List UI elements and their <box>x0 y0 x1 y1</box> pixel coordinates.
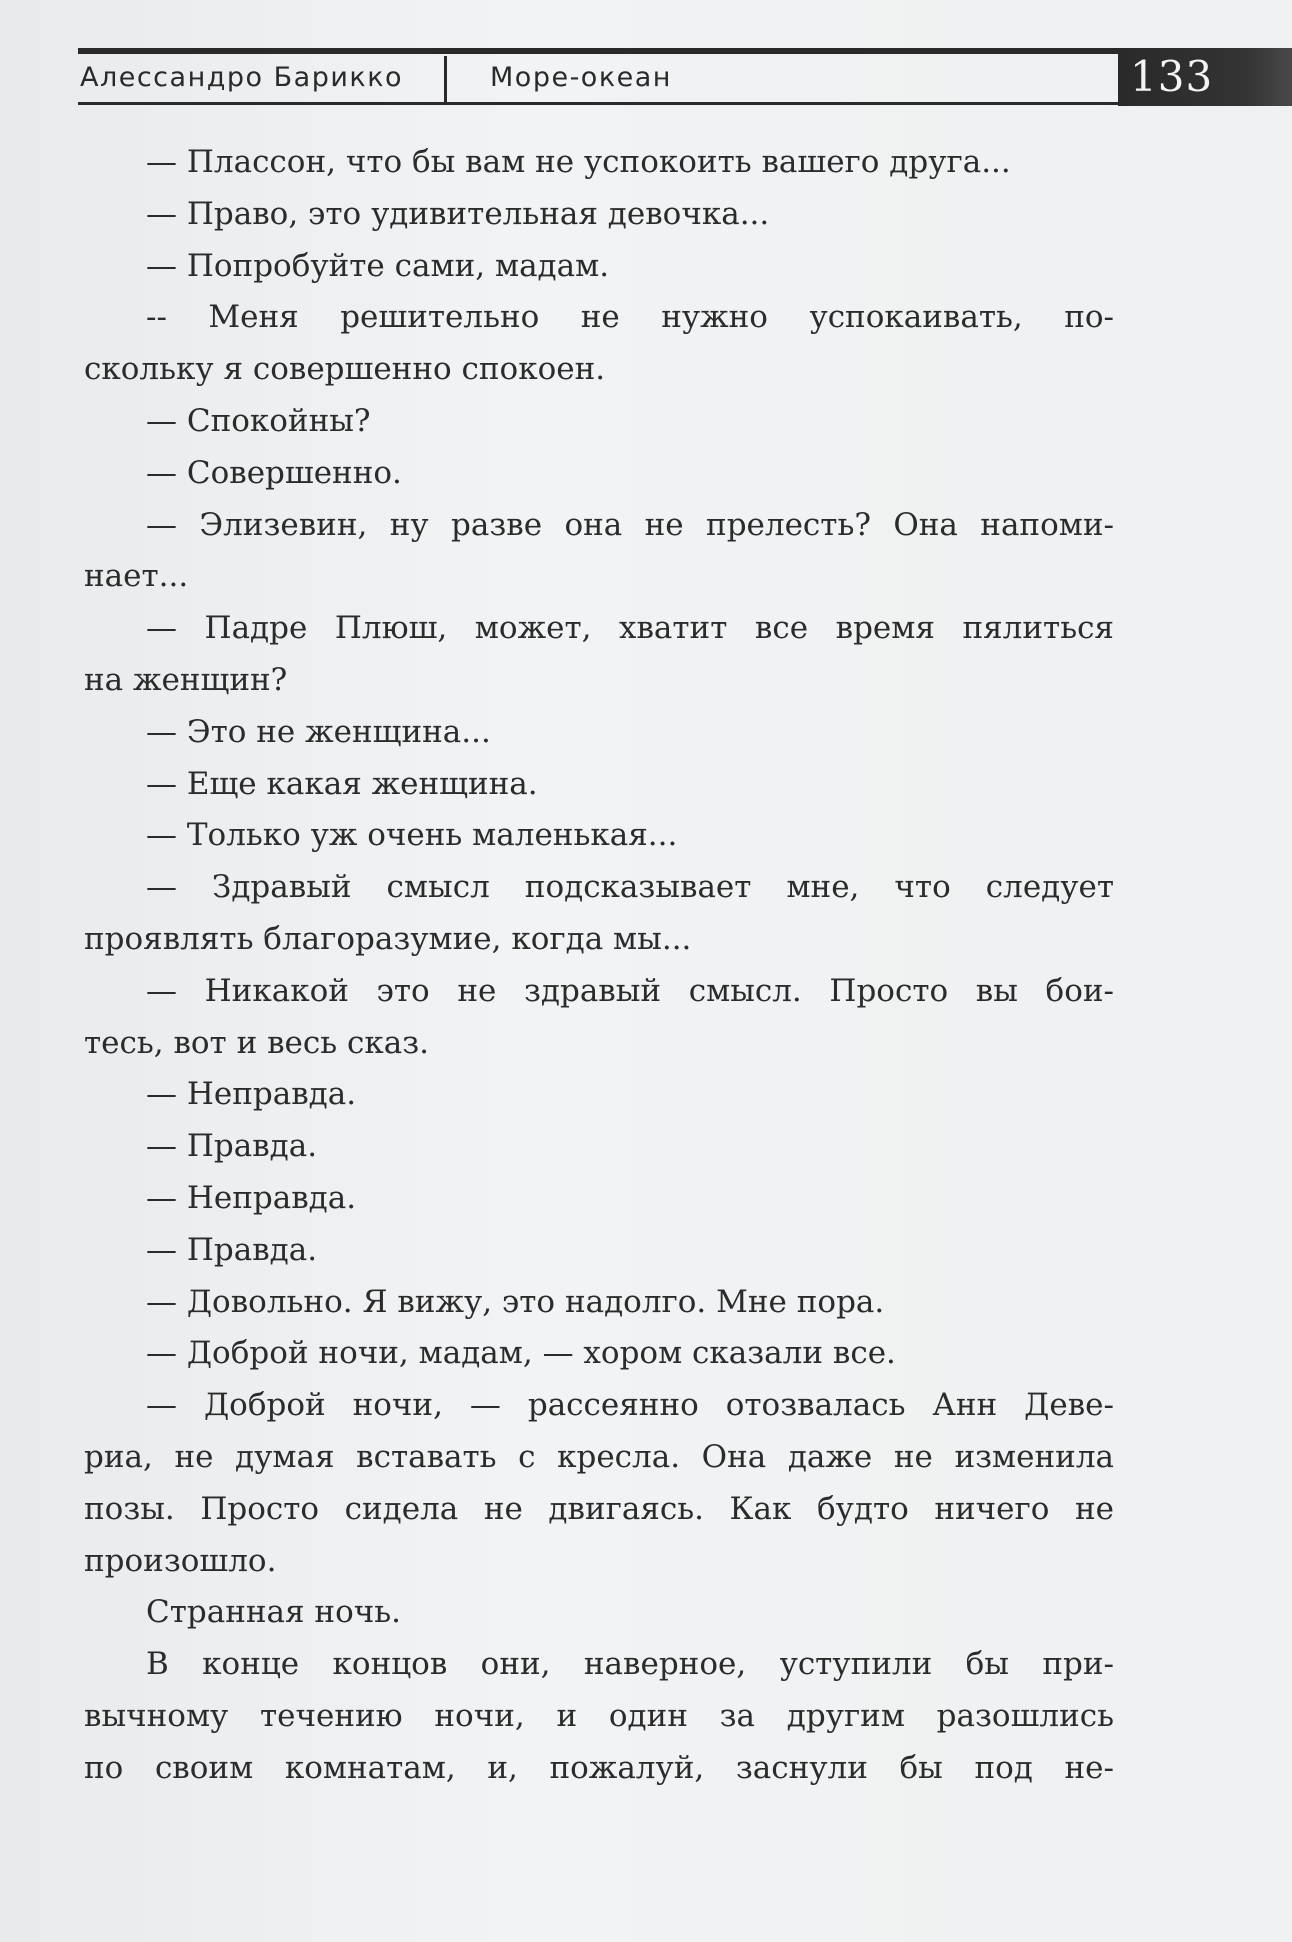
text-line: скольку я совершенно спокоен. <box>84 351 606 388</box>
text-line: — Элизевин, ну разве она не прелесть? Она напоми- <box>146 506 1114 543</box>
text-line: — Плассон, что бы вам не успокоить вашего друга... <box>146 144 1011 180</box>
header-author: Алессандро Барикко <box>80 62 404 93</box>
text-line: — Еще какая женщина. <box>146 765 538 802</box>
header-top-rule <box>78 48 1118 54</box>
text-line: нает... <box>84 558 189 595</box>
text-line: В конце концов они, наверное, уступили бы при- <box>146 1646 1114 1683</box>
text-line: на женщин? <box>84 662 288 698</box>
text-line: тесь, вот и весь сказ. <box>84 1024 429 1061</box>
text-line: — Право, это удивительная девочка... <box>146 195 770 232</box>
page-number-box <box>1118 48 1292 106</box>
text-line: — Правда. <box>146 1231 318 1268</box>
text-line: произошло. <box>84 1542 277 1579</box>
text-line: — Никакой это не здравый смысл. Просто вы бои- <box>146 972 1114 1009</box>
text-line: — Доброй ночи, мадам, — хором сказали все. <box>146 1335 896 1372</box>
text-line: — Неправда. <box>146 1180 357 1216</box>
text-line: — Спокойны? <box>146 403 371 439</box>
text-line: позы. Просто сидела не двигаясь. Как будто ничего не <box>84 1490 1114 1527</box>
text-line: — Неправда. <box>146 1076 357 1113</box>
text-line: риа, не думая вставать с кресла. Она даже не изменила <box>84 1439 1114 1475</box>
text-line: Странная ночь. <box>146 1594 401 1631</box>
text-line: — Доброй ночи, — рассеянно отозвалась Анн Деве- <box>146 1387 1114 1424</box>
text-line: вычному течению ночи, и один за другим разошлись <box>84 1698 1114 1734</box>
text-line: — Совершенно. <box>146 454 402 491</box>
text-line: по своим комнатам, и, пожалуй, заснули бы под не- <box>84 1749 1114 1786</box>
text-line: проявлять благоразумие, когда мы... <box>84 921 692 957</box>
running-header <box>78 48 1248 106</box>
header-book-title: Море-океан <box>490 62 672 93</box>
page-number: 133 <box>1130 52 1214 101</box>
header-divider <box>444 56 447 102</box>
text-line: — Это не женщина... <box>146 713 491 750</box>
text-line: — Правда. <box>146 1128 318 1165</box>
text-line: — Падре Плюш, может, хватит все время пялиться <box>146 610 1114 647</box>
text-line: — Здравый смысл подсказывает мне, что следует <box>146 869 1114 906</box>
header-bottom-rule <box>78 102 1118 105</box>
text-line: — Довольно. Я вижу, это надолго. Мне пора. <box>146 1283 885 1320</box>
text-line: — Только уж очень маленькая... <box>146 817 678 854</box>
text-line: — Попробуйте сами, мадам. <box>146 247 610 284</box>
text-line: -- Меня решительно не нужно успокаивать, по- <box>146 299 1114 336</box>
